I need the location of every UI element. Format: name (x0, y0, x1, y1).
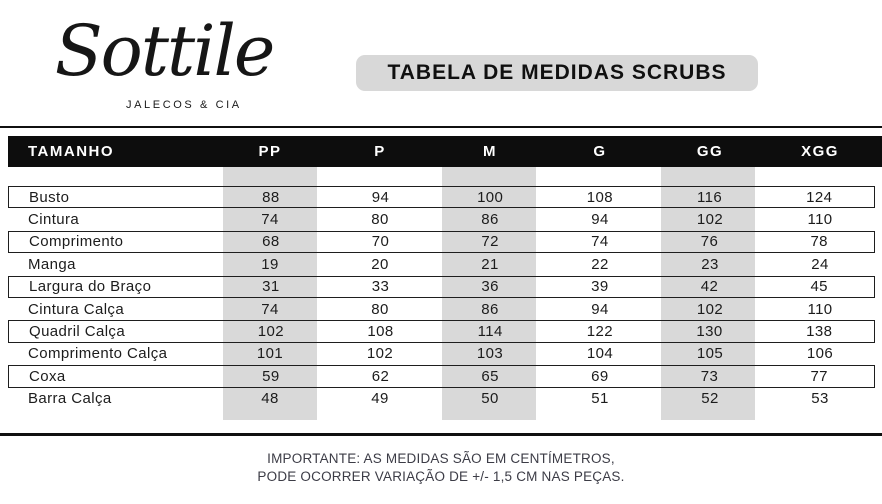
table-bottom-rule (0, 433, 882, 436)
measure-value: 108 (367, 323, 394, 341)
measure-value: 42 (700, 278, 719, 296)
measure-value: 103 (476, 345, 504, 363)
measure-value: 80 (371, 211, 389, 229)
measure-value: 70 (371, 233, 390, 251)
measure-value: 59 (262, 367, 280, 385)
row-label: Cintura (28, 211, 80, 229)
table-row-coxa (8, 365, 875, 387)
measure-value: 74 (591, 233, 609, 251)
measure-value: 62 (371, 367, 390, 385)
measure-value: 106 (806, 345, 834, 363)
measure-value: 45 (810, 278, 828, 296)
measure-value: 102 (257, 323, 284, 341)
row-label: Coxa (29, 367, 66, 385)
measure-value: 21 (481, 255, 499, 273)
header-size-xgg: XGG (801, 143, 839, 160)
row-label: Busto (29, 188, 70, 206)
measure-value: 31 (262, 278, 280, 296)
table-top-rule (0, 126, 882, 128)
measure-value: 124 (806, 188, 833, 206)
measure-value: 20 (371, 255, 389, 273)
measure-value: 49 (371, 390, 389, 408)
measure-value: 23 (701, 255, 719, 273)
footer-note-line2: PODE OCORRER VARIAÇÃO DE +/- 1,5 CM NAS PEÇAS. (257, 468, 625, 484)
brand-logo: Sottile (54, 10, 274, 92)
measure-value: 51 (591, 390, 609, 408)
row-label: Manga (28, 255, 76, 273)
measure-value: 72 (481, 233, 499, 251)
measure-value: 19 (261, 255, 279, 273)
measure-value: 102 (696, 211, 724, 229)
measure-value: 94 (591, 300, 609, 318)
measure-value: 52 (701, 390, 719, 408)
measure-value: 122 (586, 323, 613, 341)
measure-value: 138 (806, 323, 833, 341)
table-row-barra-calca (8, 388, 875, 410)
row-label: Barra Calça (28, 390, 112, 408)
table-row-comprimento (8, 231, 875, 253)
measure-value: 65 (481, 367, 499, 385)
measure-value: 102 (696, 300, 724, 318)
measure-value: 33 (371, 278, 390, 296)
header-size-pp: PP (258, 143, 282, 160)
measure-value: 53 (811, 390, 829, 408)
measure-value: 50 (481, 390, 499, 408)
measure-value: 94 (371, 188, 390, 206)
header-size-m: M (483, 143, 497, 160)
measure-value: 102 (366, 345, 394, 363)
table-row-quadril-calca (8, 320, 875, 342)
table-header-row (8, 136, 875, 167)
row-label: Comprimento (29, 233, 124, 251)
measure-value: 110 (807, 300, 833, 318)
header-tamanho: TAMANHO (28, 143, 115, 160)
measure-value: 76 (700, 233, 719, 251)
measure-value: 88 (262, 188, 280, 206)
measure-value: 77 (810, 367, 828, 385)
footer-note (0, 450, 882, 485)
measure-value: 110 (807, 211, 833, 229)
measure-value: 104 (586, 345, 614, 363)
measure-value: 69 (591, 367, 609, 385)
footer-note-line1: IMPORTANTE: AS MEDIDAS SÃO EM CENTÍMETROS, (267, 451, 615, 466)
table-row-busto (8, 186, 875, 208)
measure-value: 74 (261, 300, 279, 318)
measure-value: 68 (262, 233, 280, 251)
measure-value: 48 (261, 390, 279, 408)
measure-value: 116 (696, 188, 723, 206)
measure-value: 74 (261, 211, 279, 229)
brand-logo-subtext: JALECOS & CIA (126, 99, 242, 111)
header-size-gg: GG (696, 143, 724, 160)
table-row-cintura-calca (8, 298, 875, 320)
table-row-comprimento-calca (8, 343, 875, 365)
measure-value: 108 (586, 188, 613, 206)
measure-value: 101 (256, 345, 284, 363)
page-title: TABELA DE MEDIDAS SCRUBS (356, 55, 758, 91)
measure-value: 94 (591, 211, 609, 229)
header-size-p: P (374, 143, 386, 160)
measure-value: 86 (481, 300, 499, 318)
measure-value: 114 (477, 323, 503, 341)
table-row-manga (8, 253, 875, 275)
measure-value: 22 (591, 255, 609, 273)
row-label: Quadril Calça (29, 323, 126, 341)
measure-value: 24 (811, 255, 829, 273)
measure-value: 105 (696, 345, 724, 363)
header-size-g: G (593, 143, 607, 160)
measurements-table (8, 186, 875, 410)
measure-value: 78 (810, 233, 828, 251)
measure-value: 36 (481, 278, 499, 296)
table-row-cintura (8, 208, 875, 230)
measure-value: 130 (696, 323, 723, 341)
table-row-largura-do-braco (8, 276, 875, 298)
measure-value: 86 (481, 211, 499, 229)
row-label: Cintura Calça (28, 300, 125, 318)
row-label: Largura do Braço (29, 278, 152, 296)
row-label: Comprimento Calça (28, 345, 168, 363)
table-header-bar (8, 136, 882, 167)
measure-value: 80 (371, 300, 389, 318)
measure-value: 100 (477, 188, 504, 206)
measure-value: 39 (591, 278, 609, 296)
measure-value: 73 (700, 367, 719, 385)
